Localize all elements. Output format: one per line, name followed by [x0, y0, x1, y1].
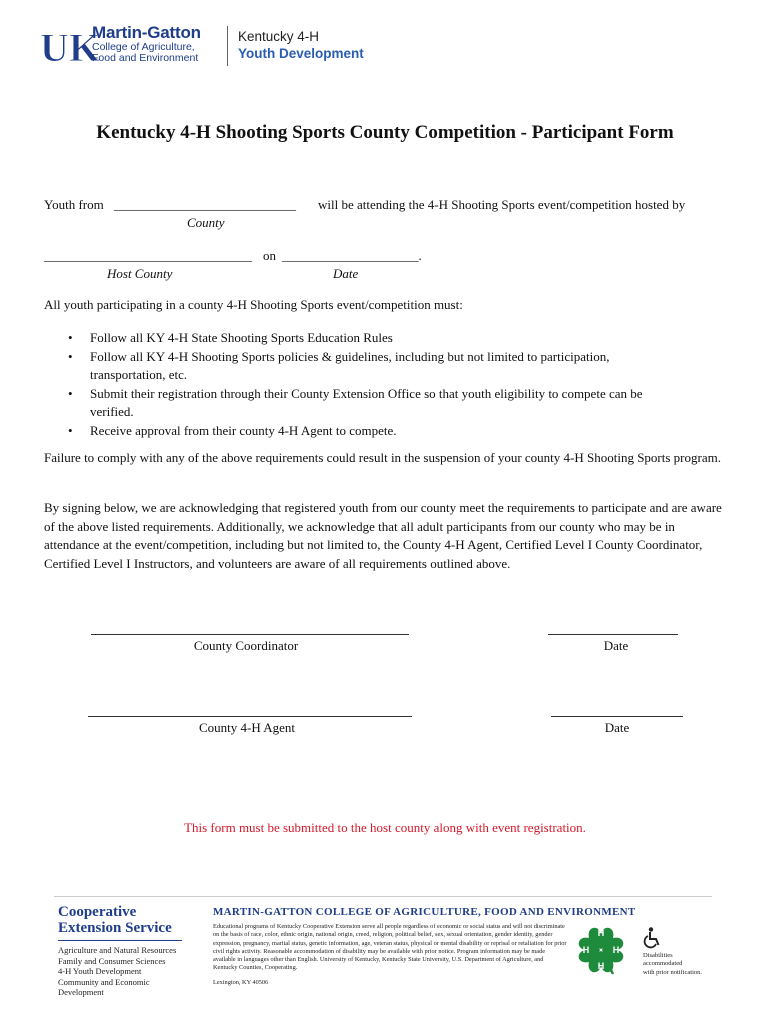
disabilities-line3: with prior notification.: [643, 968, 703, 976]
agent-date-line[interactable]: [551, 716, 683, 717]
event-date-blank[interactable]: _____________________.: [282, 248, 422, 263]
agent-label: County 4-H Agent: [198, 720, 296, 735]
footer-divider: [54, 896, 712, 897]
requirements-list: [44, 329, 684, 441]
requirement-text: Receive approval from their county 4-H Agent to compete.: [90, 423, 397, 438]
requirements-intro: All youth participating in a county 4-H Shooting Sports event/competition must:: [44, 297, 463, 312]
list-item: [44, 329, 684, 347]
header-divider: [227, 26, 228, 66]
host-county-blank[interactable]: ________________________________: [44, 248, 252, 263]
county-caption: County: [187, 215, 225, 230]
page-header: [40, 24, 460, 70]
footer-city: Lexington, KY 40506: [213, 979, 269, 986]
requirement-text: Follow all KY 4-H Shooting Sports policies & guidelines, including but not limited to participation, transportation, etc.: [90, 349, 610, 382]
coordinator-label: County Coordinator: [193, 638, 299, 653]
program-line1: Kentucky 4-H: [238, 29, 320, 44]
coordinator-date-label: Date: [603, 638, 629, 653]
agent-date-label: Date: [604, 720, 630, 735]
ces-title-line1: Cooperative: [58, 904, 137, 920]
disabilities-line1: Disabilities: [643, 952, 673, 959]
college-name-line1: College of Agriculture,: [92, 41, 195, 53]
disabilities-line2: accommodated: [643, 960, 683, 968]
ces-program: Community and Economic Development: [58, 976, 150, 998]
bullet-icon: •: [68, 330, 73, 345]
uk-logo-letters: UK: [40, 25, 100, 70]
on-text: on: [263, 248, 276, 263]
bullet-icon: •: [68, 349, 73, 364]
svg-text:H: H: [612, 945, 620, 955]
youth-from-text: Youth from: [44, 197, 104, 212]
svg-text:H: H: [597, 928, 605, 938]
ces-rule: [58, 940, 182, 941]
ces-program: Agriculture and Natural Resources: [58, 945, 177, 955]
acknowledgement-paragraph: By signing below, we are acknowledging that registered youth from our county meet the requirements to participate and are aware of the above listed requirements. Additionally, we acknowledge that all adult participants from our county who may be in attendance at the event/competition, including but not limited to, the County 4-H Agent, Certified Level I County Coordinator, Certified Level I Instructors, and volunteers are aware of all requirements outlined above.: [44, 500, 722, 571]
ces-program: 4-H Youth Development: [58, 966, 142, 977]
date-caption: Date: [333, 266, 359, 281]
svg-text:H: H: [582, 945, 590, 955]
ces-title-line2: Extension Service: [58, 920, 172, 936]
host-county-caption: Host County: [107, 266, 173, 281]
coordinator-signature-line[interactable]: [91, 634, 409, 635]
coordinator-date-line[interactable]: [548, 634, 678, 635]
agent-signature-line[interactable]: [88, 716, 412, 717]
college-name-line2: Food and Environment: [92, 52, 199, 64]
wheelchair-accessibility-icon: [643, 927, 663, 949]
cooperative-extension-logo: [58, 904, 188, 998]
nondiscrimination-statement: Educational programs of Kentucky Cooperative Extension serve all people regardless of economic or social status and will not discriminate on the basis of race, color, ethnic origin, national origin, creed, religion, political belief, sex, sexual orientation, gender identity, gender expression, pregnancy, marital status, genetic information, age, veteran status, physical or mental disability or reprisal or retaliation for prior civil rights activity. Reasonable accommodation of disability may be available with prior notice. Program information may be made available in languages other than English. University of Kentucky, Kentucky State University, U.S. Department of Agriculture, and Kentucky Counties, Cooperating.: [213, 923, 567, 972]
submission-notice: This form must be submitted to the host county along with event registration.: [184, 820, 586, 835]
disabilities-note: [643, 952, 702, 977]
list-item: [44, 422, 684, 440]
requirement-text: Follow all KY 4-H State Shooting Sports Education Rules: [90, 330, 393, 345]
bullet-icon: •: [68, 423, 73, 438]
svg-text:H: H: [597, 961, 605, 971]
college-name-title: Martin-Gatton: [92, 23, 201, 42]
program-name: [238, 28, 364, 62]
list-item: [44, 348, 684, 384]
youth-county-blank[interactable]: ____________________________: [114, 197, 296, 212]
college-name: [92, 24, 201, 64]
form-title: Kentucky 4-H Shooting Sports County Competition - Participant Form: [96, 122, 674, 143]
4h-clover-icon: [573, 922, 629, 978]
ces-program: Family and Consumer Sciences: [58, 955, 166, 966]
bullet-icon: •: [68, 386, 73, 401]
uk-logo-icon: [40, 25, 100, 70]
failure-paragraph: Failure to comply with any of the above requirements could result in the suspension of your county 4-H Shooting Sports program.: [44, 450, 721, 465]
footer-college-name: MARTIN-GATTON COLLEGE OF AGRICULTURE, FOOD AND ENVIRONMENT: [213, 906, 636, 918]
list-item: [44, 385, 684, 421]
program-line2: Youth Development: [238, 46, 364, 61]
attending-text: will be attending the 4-H Shooting Sports event/competition hosted by: [318, 197, 686, 212]
requirement-text: Submit their registration through their County Extension Office so that youth eligibility to compete can be verified.: [90, 386, 643, 419]
